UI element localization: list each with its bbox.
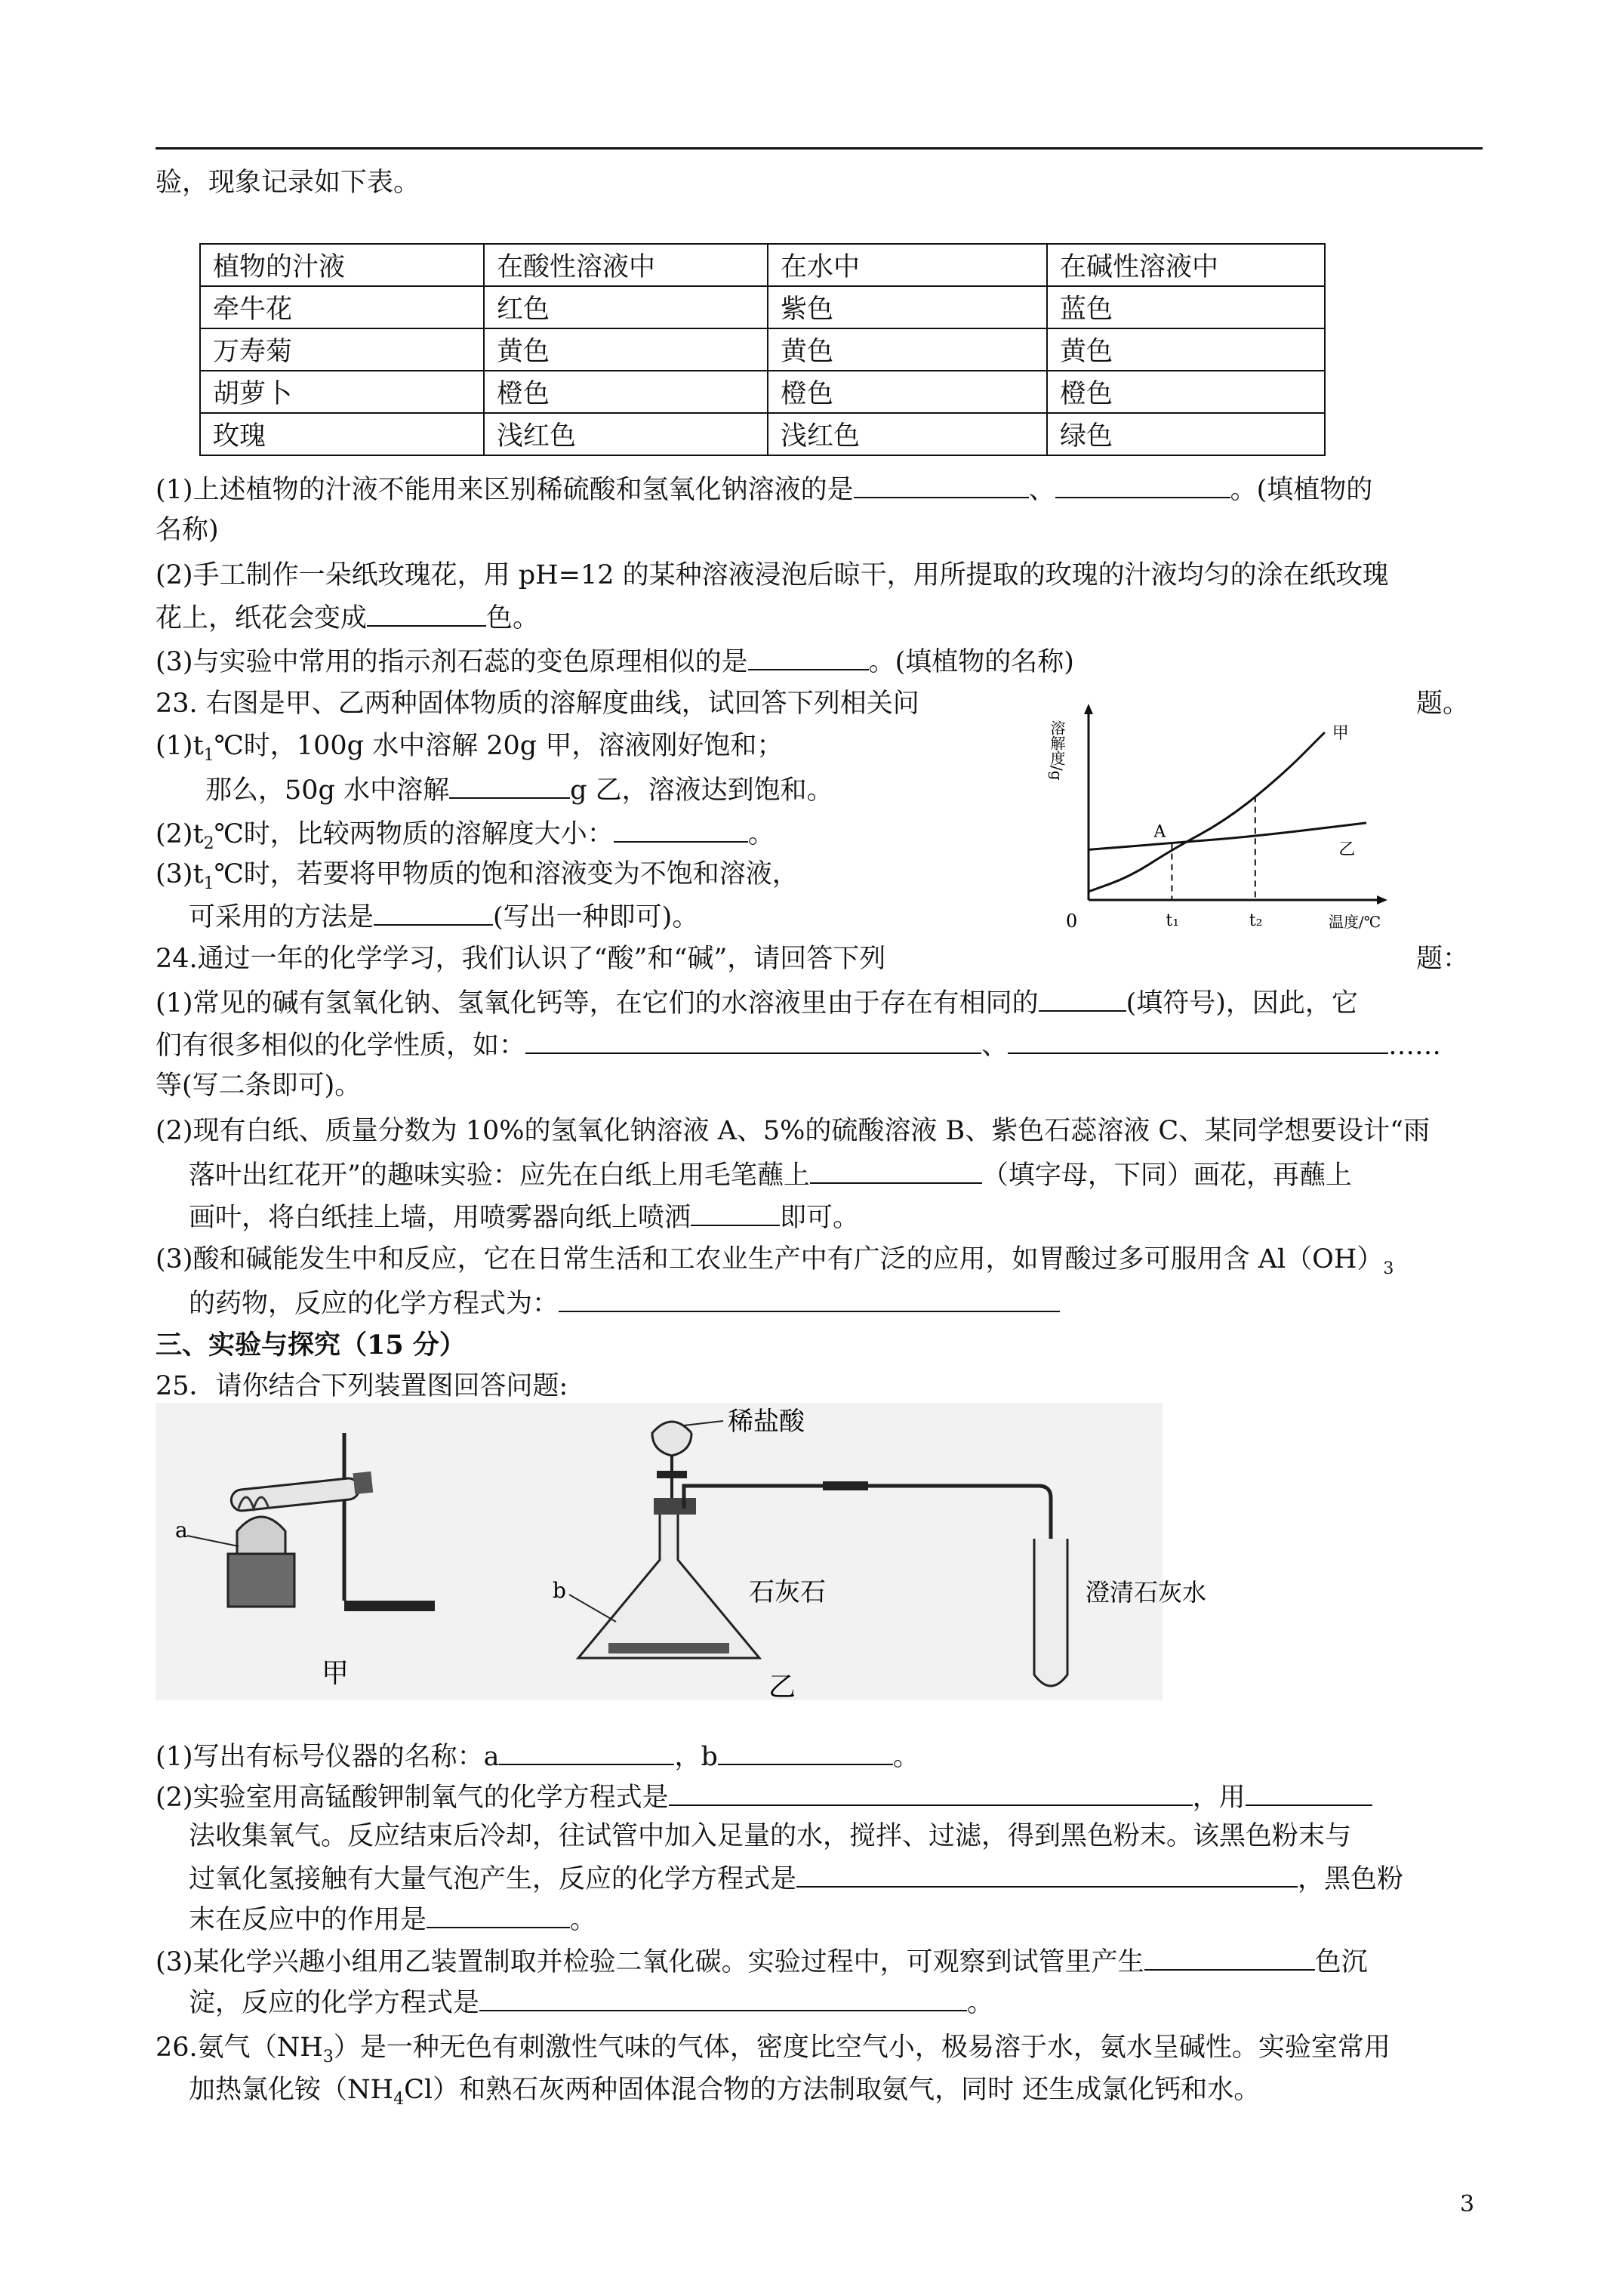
answer-blank[interactable]: [374, 898, 493, 926]
table-cell: 橙色: [1047, 371, 1325, 413]
stand-base: [344, 1601, 435, 1611]
table-cell: 黄色: [484, 328, 768, 371]
answer-blank[interactable]: [1144, 1943, 1315, 1971]
q24-part1: (1)常见的碱有氢氧化钠、氢氧化钙等，在它们的水溶液里由于存在有相同的 (填符号)，因此，它: [156, 985, 1358, 1020]
caption-jia: 甲: [322, 1657, 350, 1688]
q23-part1: $(1)t_1℃$时，100g 水中溶解 20g 甲，溶液刚好饱和；: [156, 731, 784, 765]
origin-label: 0: [1066, 911, 1078, 932]
answer-blank[interactable]: [1008, 1027, 1388, 1054]
answer-blank[interactable]: [796, 1860, 1298, 1888]
apparatus-figure: [156, 1403, 1207, 1702]
y-axis-arrow: [1084, 704, 1093, 714]
table-cell: 浅红色: [484, 413, 768, 455]
label-b: b: [553, 1578, 566, 1603]
intro-line: 验，现象记录如下表。: [156, 168, 420, 198]
q23-part3-cont: 可采用的方法是 (写出一种即可)。: [189, 898, 698, 934]
series-line-yi: [1089, 823, 1366, 850]
answer-blank[interactable]: [1246, 1779, 1372, 1806]
table-cell: 牵牛花: [200, 286, 484, 328]
table-header: 在水中: [768, 244, 1047, 286]
q24-title: 24.通过一年的化学学习，我们认识了“酸”和“碱”，请回答下列: [156, 944, 886, 974]
x-axis-arrow: [1377, 895, 1387, 905]
header-rule: [156, 147, 1483, 149]
table-cell: 红色: [484, 286, 768, 328]
answer-blank[interactable]: [525, 1027, 981, 1054]
answer-blank[interactable]: [1055, 471, 1230, 498]
x-axis-label: 温度/℃: [1329, 913, 1381, 931]
flask-stopper: [654, 1498, 696, 1515]
table-header-row: [200, 244, 1325, 286]
q25-part1: (1)写出有标号仪器的名称：a ，b 。: [156, 1738, 919, 1774]
q23-title-end: 题。: [1416, 689, 1470, 719]
table-cell: 橙色: [768, 371, 1047, 413]
q25-part3: (3)某化学兴趣小组用乙装置制取并检验二氧化碳。实验过程中，可观察到试管里产生 色沉: [156, 1943, 1368, 1979]
q23-part2: $(2)t_2℃$时，比较两物质的溶解度大小： 。: [156, 815, 775, 861]
q25-part2-l2: 法收集氧气。反应结束后冷却，往试管中加入足量的水，搅拌、过滤，得到黑色粉末。该黑色粉末与: [189, 1821, 1352, 1851]
q22-part1: (1)上述植物的汁液不能用来区别稀硫酸和氢氧化钠溶液的是 、 。(填植物的: [156, 471, 1372, 507]
label-limestone: 石灰石: [749, 1578, 826, 1607]
table-cell: 浅红色: [768, 413, 1047, 455]
q22-part2-cont: 花上，纸花会变成 色。: [156, 599, 539, 635]
q24-part2: (2)现有白纸、质量分数为 10%的氢氧化钠溶液 A、5%的硫酸溶液 B、紫色石蕊溶液 C、某同学想要设计“雨: [156, 1116, 1431, 1146]
q25-title: 25．请你结合下列装置图回答问题:: [156, 1371, 568, 1401]
answer-blank[interactable]: [691, 1199, 780, 1226]
label-dilute-hcl: 稀盐酸: [728, 1407, 805, 1436]
x-tick-label: t₁: [1166, 911, 1180, 930]
q25-part3-cont: 淀，反应的化学方程式是 。: [189, 1984, 993, 2020]
q24-part1-cont: 们有很多相似的化学性质，如： 、 ……: [156, 1027, 1441, 1062]
answer-blank[interactable]: [718, 1738, 893, 1765]
table-cell: 万寿菊: [200, 328, 484, 371]
answer-blank[interactable]: [367, 599, 486, 627]
answer-blank[interactable]: [479, 1984, 967, 2011]
table-cell: 玫瑰: [200, 413, 484, 455]
table-cell: 黄色: [768, 328, 1047, 371]
series-label-jia: 甲: [1332, 724, 1349, 743]
solubility-chart: [1049, 687, 1397, 936]
answer-blank[interactable]: [810, 1157, 982, 1184]
q22-part1-cont: 名称): [156, 515, 219, 545]
label-a: a: [175, 1518, 188, 1542]
answer-blank[interactable]: [669, 1779, 1193, 1806]
series-line-jia: [1089, 732, 1325, 892]
answer-blank[interactable]: [427, 1901, 570, 1928]
answer-blank[interactable]: [559, 1285, 1060, 1312]
table-cell: 蓝色: [1047, 286, 1325, 328]
q26-line1: 26.氨气$(NH_3)$是一种无色有刺激性气味的气体，密度比空气小，极易溶于水，氨水呈碱性。实验室常用: [156, 2032, 1390, 2066]
answer-blank[interactable]: [748, 643, 869, 670]
rubber-tube: [823, 1481, 868, 1490]
q24-part3: (3)酸和碱能发生中和反应，它在日常生活和工农业生产中有广泛的应用，如胃酸过多可服用含 $Al(OH)_3$: [156, 1244, 1394, 1278]
q25-part2: (2)实验室用高锰酸钾制氧气的化学方程式是 ，用: [156, 1779, 1372, 1814]
limewater-test-tube: [1034, 1539, 1067, 1686]
q24-part2-cont: 落叶出红花开”的趣味实验：应先在白纸上用毛笔蘸上 （填字母，下同）画花，再蘸上: [189, 1157, 1352, 1192]
q24-part1-end: 等(写二条即可)。: [156, 1071, 362, 1101]
answer-blank[interactable]: [614, 815, 748, 843]
table-row: [200, 413, 1325, 455]
caption-yi: 乙: [768, 1671, 796, 1702]
table-header: 在碱性溶液中: [1047, 244, 1325, 286]
indicator-table: [199, 243, 1326, 456]
q23-part1-cont: 那么，50g 水中溶解 g 乙，溶液达到饱和。: [205, 772, 833, 807]
q24-part3-cont: 的药物，反应的化学方程式为：: [189, 1285, 1060, 1321]
table-cell: 黄色: [1047, 328, 1325, 371]
table-row: [200, 328, 1325, 371]
q22-part2: (2)手工制作一朵纸玫瑰花，用 pH=12 的某种溶液浸泡后晾干，用所提取的玫瑰的汁液均匀的涂在纸玫瑰: [156, 560, 1389, 590]
q22-part3: (3)与实验中常用的指示剂石蕊的变色原理相似的是 。(填植物的名称): [156, 643, 1074, 679]
answer-blank[interactable]: [449, 772, 570, 799]
table-header: 在酸性溶液中: [484, 244, 768, 286]
page-number: 3: [1460, 2191, 1475, 2217]
y-axis-label: 溶解度/g: [1048, 720, 1066, 781]
table-cell: 绿色: [1047, 413, 1325, 455]
q24-part2-end: 画叶，将白纸挂上墙，用喷雾器向纸上喷洒 即可。: [189, 1199, 859, 1234]
tube-stopper: [353, 1472, 373, 1494]
funnel-tap: [657, 1471, 687, 1478]
table-cell: 紫色: [768, 286, 1047, 328]
intersection-label: A: [1153, 822, 1166, 842]
series-label-yi: 乙: [1338, 840, 1356, 859]
table-row: [200, 371, 1325, 413]
limestone-pieces: [608, 1643, 729, 1653]
label-limewater: 澄清石灰水: [1086, 1579, 1207, 1606]
q25-part2-l4: 末在反应中的作用是 。: [189, 1901, 596, 1937]
section-heading: 三、实验与探究（15 分）: [156, 1330, 466, 1361]
q23-part3: $(3)t_1℃$时，若要将甲物质的饱和溶液变为不饱和溶液，: [156, 859, 799, 893]
x-tick-label: t₂: [1249, 911, 1263, 930]
answer-blank[interactable]: [854, 471, 1029, 498]
table-header: 植物的汁液: [200, 244, 484, 286]
table-cell: 橙色: [484, 371, 768, 413]
q24-title-end: 题：: [1416, 944, 1470, 974]
answer-blank[interactable]: [499, 1738, 674, 1765]
table-row: [200, 286, 1325, 328]
wood-block: [228, 1554, 294, 1607]
table-cell: 胡萝卜: [200, 371, 484, 413]
q23-title: 23. 右图是甲、乙两种固体物质的溶解度曲线，试回答下列相关问: [156, 689, 919, 719]
q25-part2-l3: 过氧化氢接触有大量气泡产生，反应的化学方程式是 ，黑色粉: [189, 1860, 1403, 1896]
answer-blank[interactable]: [1039, 985, 1126, 1012]
q26-line2: 加热氯化铵$(NH_4Cl)$和熟石灰两种固体混合物的方法制取氨气，同时 还生成氯化钙和水。: [189, 2075, 1261, 2109]
